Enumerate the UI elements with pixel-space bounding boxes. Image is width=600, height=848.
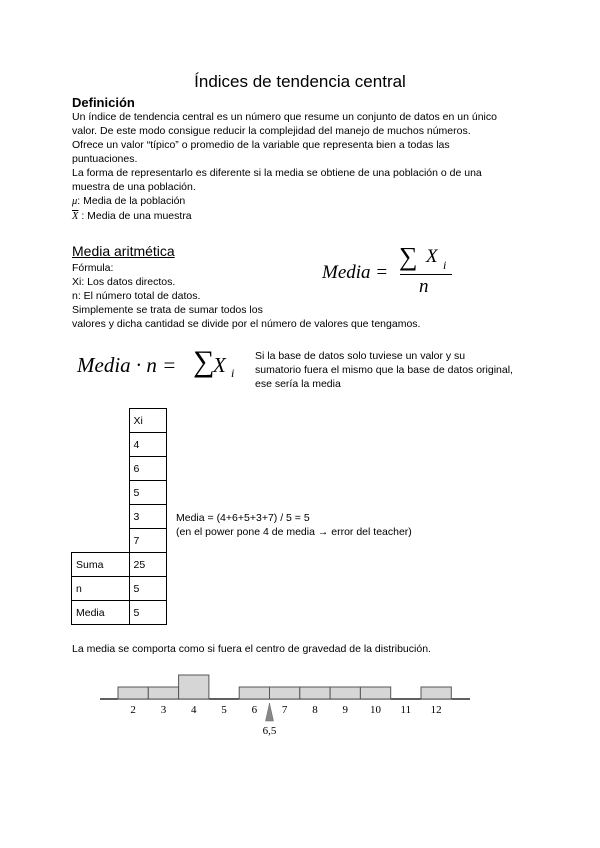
definition-line: puntuaciones. [72,153,138,165]
table-value-cell: 25 [129,553,166,577]
definition-line: muestra de una población. [72,181,196,193]
tick-label-9: 9 [342,704,348,716]
bar-2 [118,687,148,699]
table-row [72,481,167,505]
tick-label-8: 8 [312,704,318,716]
table-header-cell: Xi [129,409,166,433]
definition-line: Un índice de tendencia central es un número que resume un conjunto de datos en un único [72,111,497,123]
tick-label-12: 12 [430,704,442,716]
mu-text: : Media de la población [77,195,186,207]
bar-10 [360,687,390,699]
formula-subscript: i [443,258,447,272]
data-table [71,408,167,625]
table-value-cell: 6 [129,457,166,481]
table-row [72,577,167,601]
formula-variable: X [213,353,226,377]
table-row [72,433,167,457]
calc-line: Media = (4+6+5+3+7) / 5 = 5 [176,512,310,524]
sum-formula [77,345,252,385]
remark-line: (en el power pone 4 de media → error del teacher) [176,526,412,538]
table-row [72,457,167,481]
gravity-text: La media se comporta como si fuera el centro de gravedad de la distribución. [72,643,431,655]
note-line: sumatorio fuera el mismo que la base de datos original, [255,364,513,376]
mu-symbol: μ [72,196,78,207]
table-label-cell: n [72,577,130,601]
formula-subscript: i [231,366,235,380]
arithmetic-line: Fórmula: [72,262,114,274]
tick-label-5: 5 [221,704,227,716]
tick-label-11: 11 [400,704,412,716]
table-value-cell: 5 [129,481,166,505]
bars-group [118,675,451,699]
single-value-note [255,349,545,391]
bar-4 [179,675,209,699]
formula-lhs: Media = [322,262,389,283]
note-line: ese sería la media [255,378,341,390]
table-label-cell: Suma [72,553,130,577]
table-label-cell: Media [72,601,130,625]
definition-line: valor. De este modo consigue reducir la complejidad del manejo de muchos números. [72,125,471,137]
x-bar-symbol: $\overline{X}$ [72,211,79,222]
table-row [72,553,167,577]
table-value-cell: 4 [129,433,166,457]
sample-mean-line [72,209,542,224]
bar-7 [270,687,300,699]
sum-symbol: ∑ [399,242,418,271]
bar-8 [300,687,330,699]
definition-line: Ofrece un valor “típico” o promedio de la variable que representa bien a todas las [72,139,450,151]
table-row [72,601,167,625]
bar-12 [421,687,451,699]
arithmetic-line: Simplemente se trata de sumar todos los [72,304,263,316]
x-text: : Media de una muestra [78,210,192,222]
arithmetic-text [72,261,542,331]
arithmetic-line: Xi: Los datos directos. [72,276,176,288]
balance-point-label: 6,5 [262,725,277,737]
arithmetic-heading: Media aritmética [72,243,175,259]
definition-heading: Definición [72,95,135,110]
sum-symbol: ∑ [193,345,215,378]
tick-label-10: 10 [370,704,382,716]
mean-formula [322,244,462,300]
table-value-cell: 5 [129,601,166,625]
fraction-bar [400,274,452,275]
table-row [72,409,167,433]
bar-9 [330,687,360,699]
bar-6 [239,687,269,699]
table-value-cell: 3 [129,505,166,529]
formula-numerator: X [426,246,438,267]
table-value-cell: 5 [129,577,166,601]
tick-label-2: 2 [130,704,136,716]
table-calculation [176,511,476,539]
note-line: Si la base de datos solo tuviese un valor y su [255,350,466,362]
arithmetic-line: valores y dicha cantidad se divide por el número de valores que tengamos. [72,318,421,330]
tick-labels-group [130,704,441,716]
definition-text [72,110,542,224]
page-title: Índices de tendencia central [194,72,406,91]
bar-3 [148,687,178,699]
formula-denominator: n [419,276,429,297]
tick-label-7: 7 [281,704,288,716]
table-row [72,529,167,553]
definition-line: La forma de representarlo es diferente si la media se obtiene de una población o de una [72,167,482,179]
balance-pivot-icon [266,703,274,721]
formula-lhs: Media · n = [77,353,177,377]
gravity-chart [95,665,475,740]
table-row [72,505,167,529]
tick-label-6: 6 [251,704,258,716]
tick-label-3: 3 [160,704,167,716]
arithmetic-line: n: El número total de datos. [72,290,201,302]
population-mean-line [72,194,542,209]
tick-label-4: 4 [191,704,197,716]
table-value-cell: 7 [129,529,166,553]
